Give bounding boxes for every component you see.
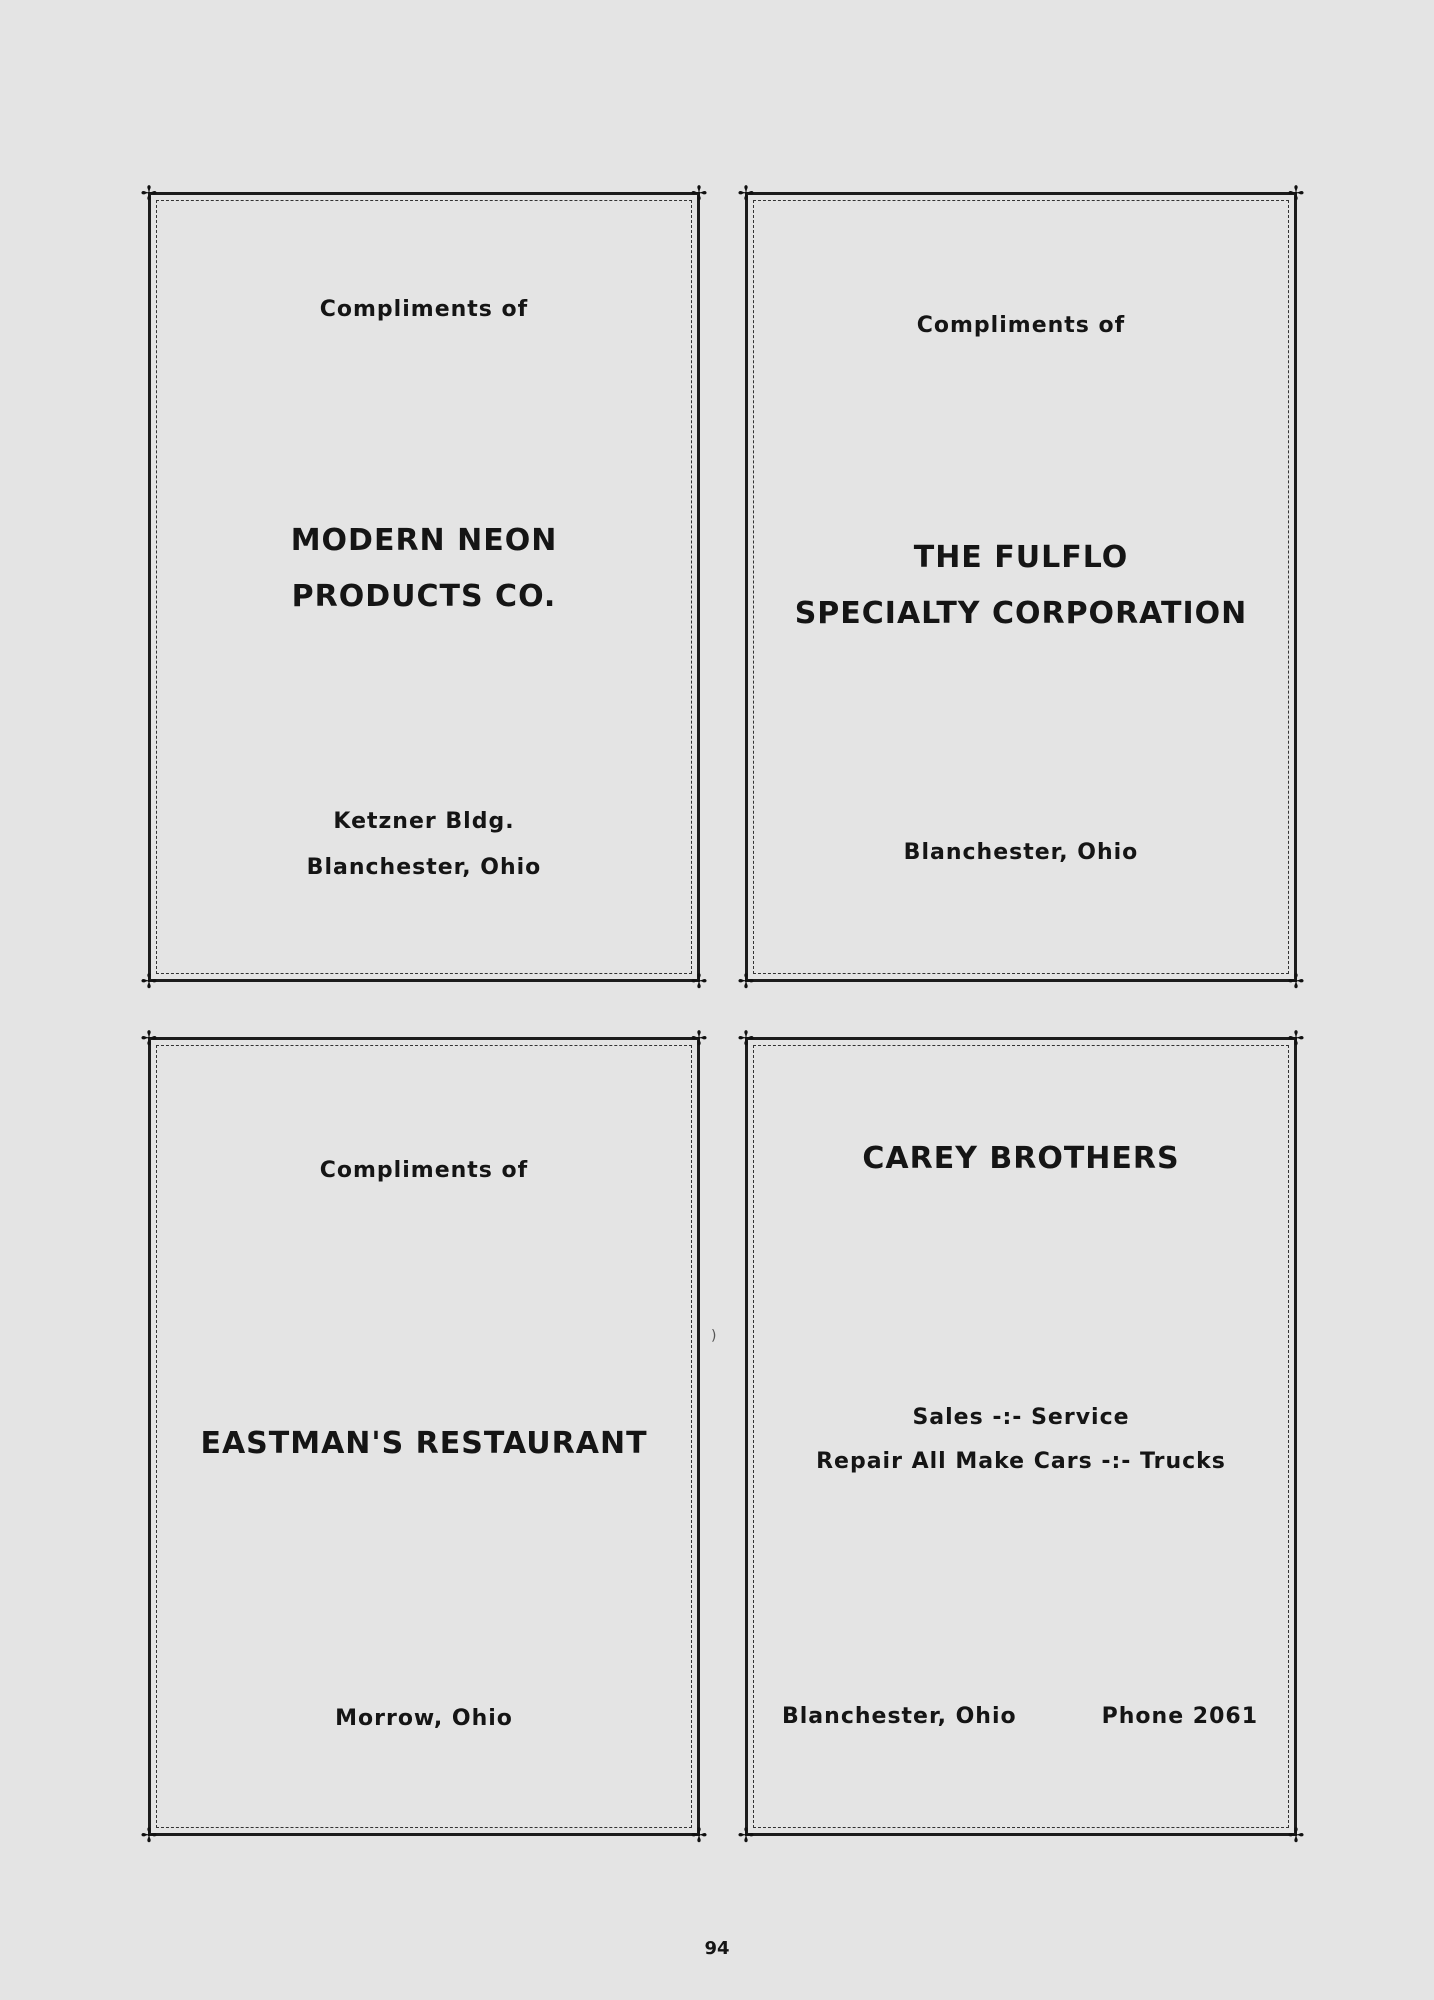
corner-ornament-icon: ✢ — [737, 181, 755, 205]
phone-text: Phone 2061 — [1101, 1704, 1258, 1729]
business-name-line-2: SPECIALTY CORPORATION — [794, 596, 1248, 631]
ad-modern-neon — [140, 181, 708, 993]
corner-ornament-icon: ✢ — [1287, 181, 1305, 205]
business-name-line-1: THE FULFLO — [913, 540, 1129, 575]
ad-header: Compliments of — [319, 1158, 529, 1183]
stray-mark: ) — [711, 1328, 717, 1344]
corner-ornament-icon: ✢ — [690, 181, 708, 205]
address-line-1: Blanchester, Ohio — [903, 840, 1139, 865]
corner-ornament-icon: ✢ — [737, 1026, 755, 1050]
corner-ornament-icon: ✢ — [690, 1823, 708, 1847]
corner-ornament-icon: ✢ — [737, 1823, 755, 1847]
business-name: CAREY BROTHERS — [862, 1141, 1180, 1176]
corner-ornament-icon: ✢ — [1287, 969, 1305, 993]
corner-ornament-icon: ✢ — [737, 969, 755, 993]
business-name-line-1: MODERN NEON — [290, 523, 558, 558]
service-line-2: Repair All Make Cars -:- Trucks — [816, 1449, 1226, 1474]
corner-ornament-icon: ✢ — [140, 1823, 158, 1847]
corner-ornament-icon: ✢ — [1287, 1026, 1305, 1050]
ad-carey-brothers — [737, 1026, 1305, 1847]
ad-header: Compliments of — [916, 313, 1126, 338]
page-number: 94 — [704, 1938, 730, 1959]
location-text: Blanchester, Ohio — [782, 1704, 1017, 1729]
business-name: EASTMAN'S RESTAURANT — [200, 1426, 648, 1461]
corner-ornament-icon: ✢ — [140, 181, 158, 205]
corner-ornament-icon: ✢ — [140, 1026, 158, 1050]
service-line-1: Sales -:- Service — [912, 1405, 1130, 1430]
corner-ornament-icon: ✢ — [690, 969, 708, 993]
address-line-1: Morrow, Ohio — [335, 1706, 513, 1731]
corner-ornament-icon: ✢ — [140, 969, 158, 993]
corner-ornament-icon: ✢ — [690, 1026, 708, 1050]
ad-eastmans-restaurant — [140, 1026, 708, 1847]
ad-header: Compliments of — [319, 297, 529, 322]
ad-fulflo — [737, 181, 1305, 993]
business-name-line-2: PRODUCTS CO. — [291, 579, 557, 614]
corner-ornament-icon: ✢ — [1287, 1823, 1305, 1847]
address-line-2: Blanchester, Ohio — [306, 855, 542, 880]
address-line-1: Ketzner Bldg. — [333, 809, 515, 834]
